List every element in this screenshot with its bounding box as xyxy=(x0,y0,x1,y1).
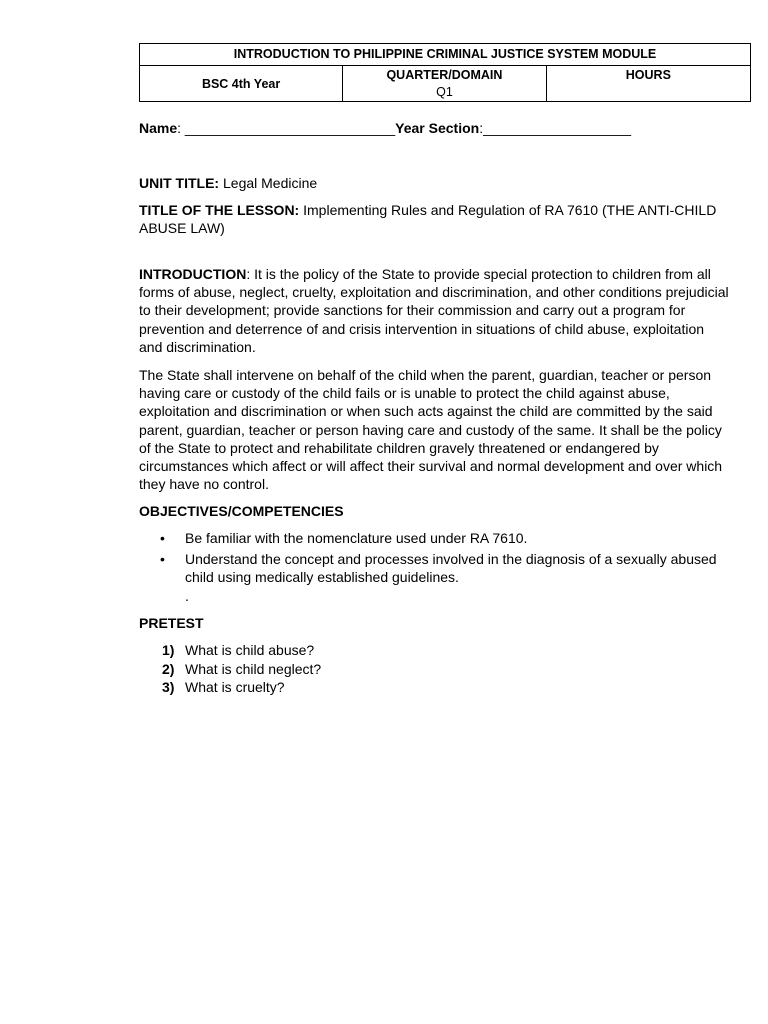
objectives-list xyxy=(139,529,729,590)
bullet-icon: • xyxy=(160,551,165,568)
question-text: What is child neglect? xyxy=(185,660,322,677)
quarter-label: QUARTER/DOMAIN xyxy=(386,68,503,82)
unit-title-value: Legal Medicine xyxy=(219,175,318,191)
lesson-title-label: TITLE OF THE LESSON: xyxy=(139,202,300,218)
objectives-heading: OBJECTIVES/COMPETENCIES xyxy=(139,503,344,519)
section-blank: :___________________ xyxy=(479,120,632,136)
hours-cell: HOURS xyxy=(546,66,750,102)
module-title: INTRODUCTION TO PHILIPPINE CRIMINAL JUSTICE SYSTEM MODULE xyxy=(140,44,751,66)
pretest-list xyxy=(139,641,321,697)
module-header-table xyxy=(139,43,751,102)
question-text: What is cruelty? xyxy=(185,679,285,695)
list-item xyxy=(139,529,729,547)
objective-text: Be familiar with the nomenclature used under RA 7610. xyxy=(185,530,528,546)
unit-title-label: UNIT TITLE: xyxy=(139,175,220,191)
list-item xyxy=(139,660,321,679)
introduction-paragraph-2: The State shall intervene on behalf of the child when the parent, guardian, teacher or person having care or custody of the child fails or is unable to protect the child against abuse, exploitation and discrimination or when such acts against the child are committed by the said parent, guardian, teacher or person having care and custody of the same. It shall be the policy of the State to protect and rehabilitate children gravely threatened or endangered by circumstances which affect or will affect their survival and normal development and over which they have no control. xyxy=(139,367,723,493)
course-cell: BSC 4th Year xyxy=(140,66,343,102)
introduction-text-1: : It is the policy of the State to provide special protection to children from all forms of abuse, neglect, cruelty, exploitation and discrimination, and other conditions prejudicial to their development; provide sanctions for their commission and carry out a program for prevention and deterrence of and crisis intervention in situations of child abuse, exploitation and discrimination. xyxy=(139,266,729,355)
list-item xyxy=(139,641,321,660)
objective-text: Understand the concept and processes involved in the diagnosis of a sexually abused child using medically established guidelines. xyxy=(185,551,717,586)
introduction-label: INTRODUCTION xyxy=(139,266,247,282)
quarter-value: Q1 xyxy=(436,85,453,99)
question-text: What is child abuse? xyxy=(185,642,315,658)
quarter-cell xyxy=(343,66,547,102)
question-number: 1) xyxy=(162,642,175,658)
lesson-title xyxy=(139,201,724,237)
student-info-line xyxy=(139,119,631,137)
question-number: 2) xyxy=(162,660,175,677)
unit-title-line xyxy=(139,174,317,192)
list-item xyxy=(139,678,321,697)
bullet-icon: • xyxy=(160,530,165,546)
lesson-title-value: Implementing Rules and Regulation of RA 7610 (THE ANTI-CHILD ABUSE LAW) xyxy=(139,202,717,237)
name-blank: : ___________________________ xyxy=(177,120,396,136)
introduction-paragraph-1 xyxy=(139,265,729,356)
list-item xyxy=(139,550,729,586)
section-label: Year Section xyxy=(395,120,480,136)
name-label: Name xyxy=(139,120,178,136)
pretest-heading: PRETEST xyxy=(139,615,204,631)
trailing-dot: . xyxy=(185,588,189,604)
question-number: 3) xyxy=(162,679,175,695)
